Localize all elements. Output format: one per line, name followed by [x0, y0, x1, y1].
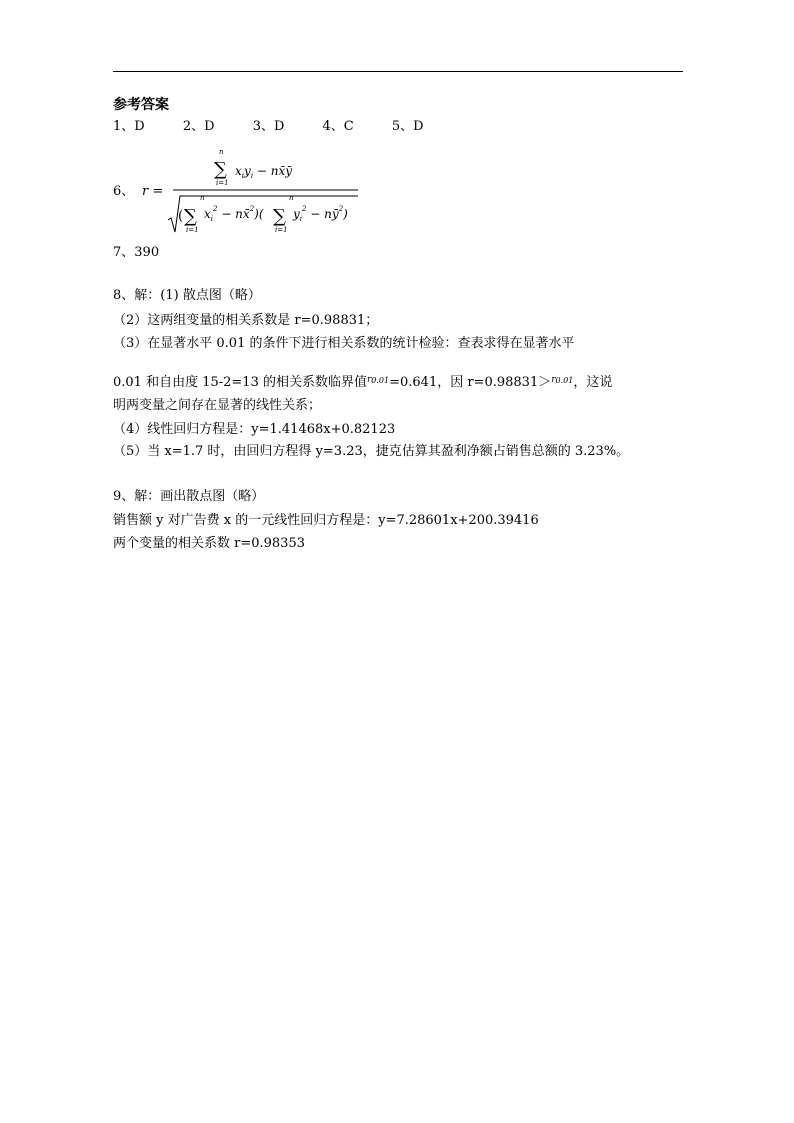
answer-3: 3、D: [252, 119, 285, 134]
den-term1: $x_i^2$ − nx̄$^2$)(: [204, 205, 264, 223]
den-sum1-bottom: i=1: [186, 226, 199, 234]
answers-1-5: [113, 118, 424, 136]
q9-line2: 销售额 y 对广告费 x 的一元线性回归方程是：y=7.28601x+200.39416: [113, 513, 539, 528]
den-open: (: [178, 209, 184, 224]
q8-line4: [113, 371, 612, 392]
q8-line1: 8、解：(1) 散点图（略）: [113, 288, 261, 303]
critical-r-subscript: 0.01: [371, 376, 390, 385]
formula-lhs: r =: [142, 184, 164, 199]
header-rule: [113, 71, 683, 72]
q8-line7: （5）当 x=1.7 时，由回归方程得 y=3.23，捷克估算其盈利净额占销售总额的 3.23%。: [113, 444, 630, 459]
answer-5: 5、D: [391, 119, 424, 134]
num-sum-top: n: [219, 148, 224, 156]
critical-r-subscript-2: 0.01: [555, 376, 574, 385]
q6-label: 6、: [113, 184, 135, 199]
q9-line1: 9、解：画出散点图（略）: [113, 489, 265, 504]
q8-line2: （2）这两组变量的相关系数是 r=0.98831；: [113, 313, 379, 328]
answers-heading: 参考答案: [113, 97, 169, 113]
answer-2: 2、D: [182, 119, 215, 134]
q8-line5: 明两变量之间存在显著的线性关系；: [113, 398, 322, 413]
q8-line4c: ，这说: [573, 375, 613, 390]
q8-line4b: =0.641，因 r=0.98831＞: [389, 375, 552, 390]
numerator-expression: $x_iy_i$ − nx̄ȳ: [235, 164, 293, 180]
answer-1: 1、D: [113, 119, 145, 134]
answer-4: 4、C: [322, 119, 354, 134]
q7-answer: 7、390: [113, 245, 160, 260]
q9-line3: 两个变量的相关系数 r=0.98353: [113, 536, 305, 551]
num-sum-bottom: i=1: [216, 179, 229, 187]
formula-graphic: [140, 148, 370, 243]
critical-r-symbol: r: [366, 375, 372, 385]
q8-line4a: 0.01 和自由度 15-2=13 的相关系数临界值: [113, 375, 367, 390]
critical-r-symbol-2: r: [551, 375, 556, 385]
den-sum2-sign: ∑: [273, 206, 286, 227]
den-sum1-sign: ∑: [184, 206, 197, 227]
num-sum-sign: ∑: [214, 159, 227, 180]
q8-line6: （4）线性回归方程是：y=1.41468x+0.82123: [113, 422, 396, 437]
den-sum1-top: n: [200, 194, 205, 202]
correlation-formula: [140, 148, 370, 243]
den-term2: $y_i^2$ − $nȳ^2$): [293, 205, 348, 223]
q8-line3: （3）在显著水平 0.01 的条件下进行相关系数的统计检验：查表求得在显著水平: [113, 336, 575, 351]
den-sum2-top: n: [289, 194, 294, 202]
den-sum2-bottom: i=1: [275, 226, 288, 234]
